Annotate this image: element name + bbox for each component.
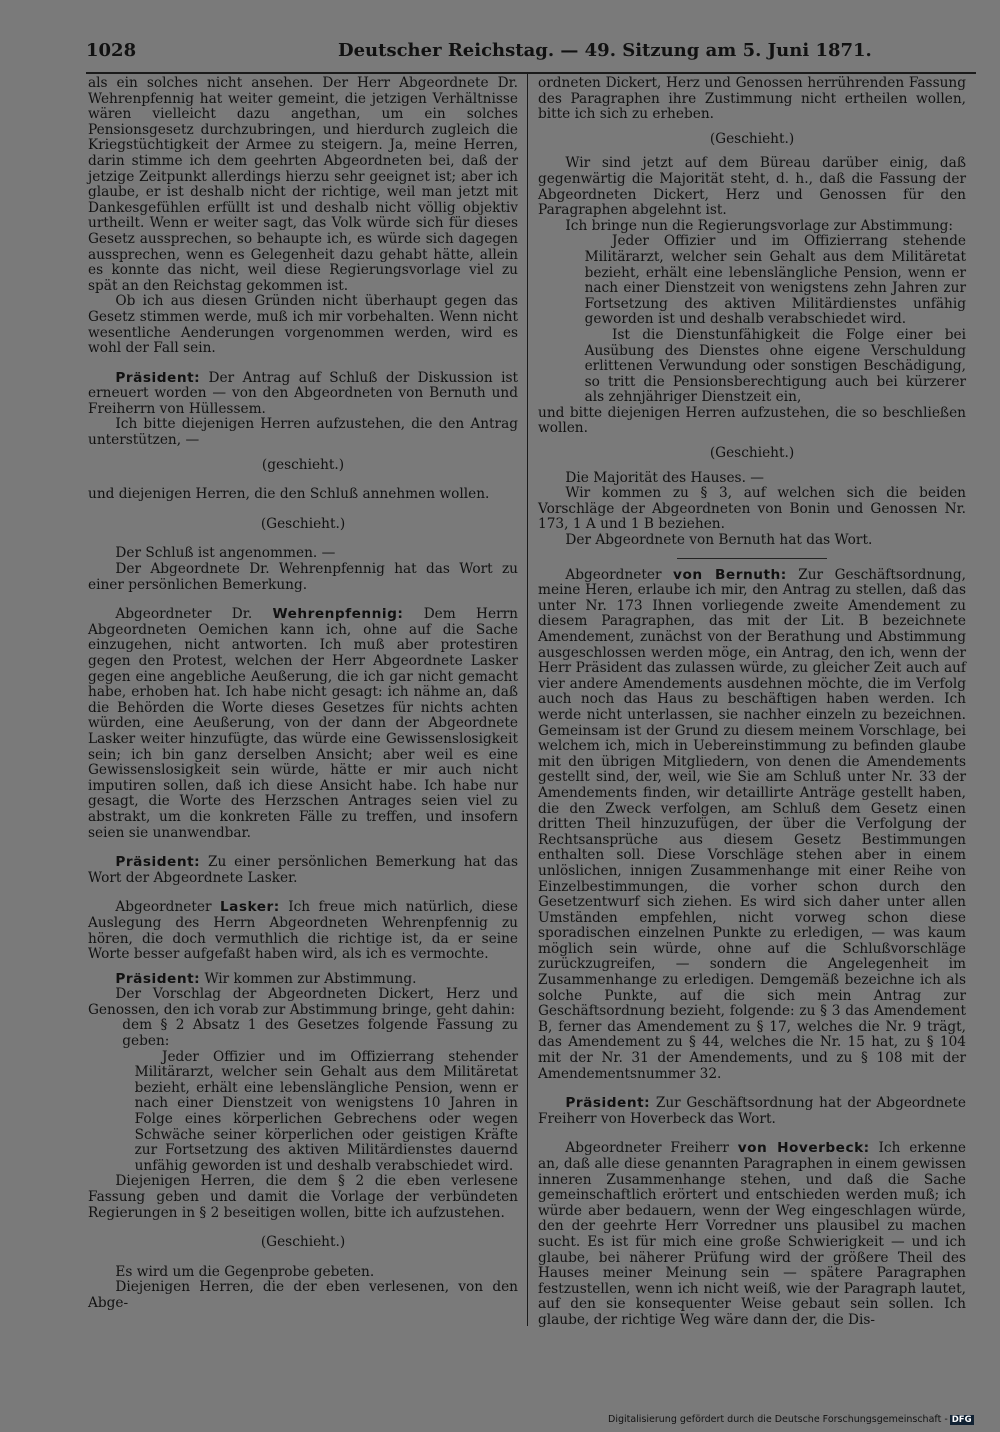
paragraph: Wir kommen zu § 3, auf welchen sich die beiden Vorschläge der Abgeordneten von Bonin und Genossen Nr. 173, 1 A und 1 B beziehen. xyxy=(538,485,966,533)
speech xyxy=(88,371,518,418)
paragraph: als ein solches nicht ansehen. Der Herr Abgeordnete Dr. Wehrenpfennig hat weiter gemeint, die jetzigen Verhältnisse wären vielleicht dazu angethan, um ein solches Pensionsgesetz durchzubringen, und hierdurch zugleich die Kriegstüchtigkeit der Armee zu steigern. Ja, meine Herren, darin stimme ich dem geehrten Abgeordneten bei, daß der jetzige Zeitpunkt allerdings hierzu sehr geeignet ist; aber ich glaube, er ist deshalb nicht der richtige, weil man jetzt mit Dankesgefühlen erfüllt ist und deshalb nicht völlig objektiv urtheilt. Wenn er weiter sagt, das Volk würde sich für dieses Gesetz aussprechen, so behaupte ich, es würde sich dagegen aussprechen, wenn es Gelegenheit dazu gehabt hätte, allein es konnte das nicht, weil diese Regierungsvorlage viel zu spät an den Reichstag gekommen ist. xyxy=(88,75,518,294)
speech-text: Ich freue mich natürlich, diese Auslegung des Herrn Abgeordneten Wehrenpfennig zu hören, die doch vermuthlich die richtige ist, da er seine Worte besser aufgefaßt haben wird, als ich es vermochte. xyxy=(88,899,518,963)
quoted-motion: dem § 2 Absatz 1 des Gesetzes folgende Fassung zu geben: xyxy=(122,1017,518,1050)
speech xyxy=(88,972,518,988)
speech xyxy=(538,1096,966,1127)
stage-direction: (Geschieht.) xyxy=(260,1234,346,1251)
paragraph: Der Abgeordnete Dr. Wehrenpfennig hat das Wort zu einer persönlichen Bemerkung. xyxy=(88,561,518,593)
quoted-text: Jeder Offizier und im Offizierrang stehende Militärarzt, welcher sein Gehalt aus dem Militäretat bezieht, erhält eine lebenslängliche Pension, wenn er nach einer Dienstzeit von wenigstens zehn Jahren zur Fortsetzung des aktiven Militärdienstes unfähig geworden ist und deshalb verabschiedet wird. xyxy=(584,233,966,328)
stage-direction: (geschieht.) xyxy=(261,456,345,473)
speaker-name: Präsident: xyxy=(115,369,201,386)
paragraph: und bitte diejenigen Herren aufzustehen, die so beschließen wollen. xyxy=(538,404,966,437)
speaker-title: Abgeordneter xyxy=(565,566,662,583)
speaker-name: von Bernuth: xyxy=(673,566,787,583)
paragraph: Ich bringe nun die Regierungsvorlage zur Abstimmung: xyxy=(565,217,954,234)
speech-text: Wir kommen zur Abstimmung. xyxy=(204,970,417,987)
paragraph: Der Schluß ist angenommen. — xyxy=(115,545,336,562)
paragraph: Diejenigen Herren, die dem § 2 die eben verlesene Fassung geben und damit die Vorlage der verbündeten Regierungen in § 2 beseitigen wollen, bitte ich aufzustehen. xyxy=(88,1173,518,1221)
paragraph: Ob ich aus diesen Gründen nicht überhaupt gegen das Gesetz stimmen werde, muß ich mir vorbehalten. Wenn nicht wesentliche Aenderungen vorgenommen werden, wird es wohl der Fall sein. xyxy=(88,293,518,357)
speech-text: Zu einer persönlichen Bemerkung hat das Wort der Abgeordnete Lasker. xyxy=(88,854,518,886)
paragraph: Die Majorität des Hauses. — xyxy=(565,469,764,486)
paragraph: ordneten Dickert, Herz und Genossen herrührenden Fassung des Paragraphen ihre Zustimmung nicht ertheilen wollen, bitte ich sich zu erheben. xyxy=(538,75,966,123)
speech-text: Zur Geschäftsordnung, meine Heren, erlaube ich mir, den Antrag zu stellen, daß das unter Nr. 173 Ihnen vorliegende zweite Amendement zu diesem Paragraphen, das mit der Lit. B bezeichnete Amendement, zunächst von der Berathung und Abstimmung ausgeschlossen werden möge, ein Antrag, den ich, wenn der Herr Präsident das zulassen würde, zu gleicher Zeit auch auf vier andere Amendements ausdehnen möchte, die im Verfolg auch noch das Haus zu beschäftigen haben werden. Ich werde nicht unterlassen, sie nachher einzeln zu bezeichnen. Gemeinsam ist der Grund zu diesem meinem Vorschlage, bei welchem ich, mich in Uebereinstimmung zu befinden glaube mit den übrigen Mitgliedern, von denen die Amendements gestellt sind, der, weil, wie Sie am Schluß unter Nr. 33 der Amendements finden, wir detaillirte Anträge gestellt haben, die den Zweck verfolgen, am Schluß dem Gesetz einen dritten Theil hinzuzufügen, der über die Verfolgung der Rechtsansprüche aus diesem Gesetz Bestimmungen enthalten soll. Diese Vorschläge stehen aber in einem unlöslichen, innigen Zusammenhange mit einer Reihe von Einzelbestimmungen, die vorher schon durch den Gesetzentwurf sich ziehen. Es wird sich daher unter allen Umständen empfehlen, nicht vorweg schon diese sporadischen einzelnen Punkte zu erledigen, — was kaum möglich sein würde, ohne auf die Schlußvorschläge zurückzugreifen, — sondern die Angelegenheit im Zusammenhange zu erledigen. Demgemäß bezeichne ich als solche Punkte, auf die sich mein Antrag zur Geschäftsordnung bezieht, folgende: zu § 3 das Amendement B, ferner das Amendement zu § 17, welches die Nr. 9 trägt, das Amendement zu § 44, welches die Nr. 15 hat, zu § 104 mit der Nr. 31 der Amendements, und zu § 108 mit der Amendementsnummer 32. xyxy=(538,566,966,1082)
footer-credit xyxy=(608,1414,974,1425)
speaker-title: Abgeordneter Freiherr xyxy=(565,1140,729,1157)
speaker-title: Abgeordneter Dr. xyxy=(115,606,253,623)
speech xyxy=(538,568,966,1083)
running-title: Deutscher Reichstag. — 49. Sitzung am 5. Juni 1871. xyxy=(338,40,872,61)
paragraph: Diejenigen Herren, die der eben verlesenen, von den Abge- xyxy=(88,1279,518,1311)
running-header xyxy=(86,40,976,66)
header-rule xyxy=(86,72,976,74)
speech xyxy=(538,1141,966,1328)
page-number: 1028 xyxy=(86,40,137,61)
speaker-name: Präsident: xyxy=(115,854,201,871)
paragraph: und diejenigen Herren, die den Schluß annehmen wollen. xyxy=(88,486,490,503)
speaker-name: Präsident: xyxy=(115,970,201,987)
right-column xyxy=(538,76,966,1329)
speaker-title: Abgeordneter xyxy=(115,899,212,916)
dfg-logo: DFG xyxy=(951,1415,972,1425)
column-divider xyxy=(527,74,528,1326)
speaker-name: Präsident: xyxy=(565,1095,651,1112)
speech xyxy=(88,900,518,962)
stage-direction: (Geschieht.) xyxy=(709,445,795,462)
paragraph: Wir sind jetzt auf dem Büreau darüber einig, daß gegenwärtig die Majorität steht, d. h., daß die Fassung der Abgeordneten Dickert, Herz und Genossen für den Paragraphen abgelehnt ist. xyxy=(538,155,966,219)
speaker-name: Wehrenpfennig: xyxy=(272,606,404,623)
speaker-name: von Hoverbeck: xyxy=(737,1140,870,1157)
paragraph: Es wird um die Gegenprobe gebeten. xyxy=(115,1263,375,1280)
speech-text: Der Antrag auf Schluß der Diskussion ist erneuert worden — von den Abgeordneten von Bernuth und Freiherrn von Hüllessem. xyxy=(88,369,518,417)
left-column xyxy=(88,76,518,1312)
speech-text: Zur Geschäftsordnung hat der Abgeordnete Freiherr von Hoverbeck das Wort. xyxy=(538,1095,966,1127)
paragraph: Der Abgeordnete von Bernuth hat das Wort. xyxy=(565,532,873,549)
paragraph: Der Vorschlag der Abgeordneten Dickert, Herz und Genossen, den ich vorab zur Abstimmung bringe, geht dahin: xyxy=(88,986,518,1018)
footer-text: Digitalisierung gefördert durch die Deutsche Forschungsgemeinschaft - xyxy=(608,1414,948,1425)
stage-direction: (Geschieht.) xyxy=(709,130,795,147)
speech xyxy=(88,855,518,886)
speech-text: Dem Herrn Abgeordneten Oemichen kann ich, ohne auf die Sache einzugehen, nicht antworten. Ich muß aber protestiren gegen den Protest, welchen der Herr Abgeordnete Lasker gegen eine angebliche Aeußerung, die ich gar nicht gemacht habe, erhoben hat. Ich habe nicht gesagt: ich nähme an, daß die Behörden die Worte dieses Gesetzes für nichts achten würden, eine Aeußerung, von der dann der Abgeordnete Lasker weiter hinzufügte, das würde eine Gewissenslosigkeit sein; ich bin ganz derselben Ansicht; aber weil es eine Gewissenslosigkeit sein würde, hätte er mir auch nicht imputiren sollen, daß ich diese Ansicht habe. Ich habe nur gesagt, die Worte des Herzschen Antrages seien viel zu abstrakt, um die konkreten Fälle zu treffen, und insofern seien sie unanwendbar. xyxy=(88,606,518,841)
speech xyxy=(88,607,518,841)
quoted-text: Jeder Offizier und im Offizierrang stehender Militärarzt, welcher sein Gehalt aus dem Militäretat bezieht, erhält eine lebenslängliche Pension, wenn er nach einer Dienstzeit von wenigstens 10 Jahren in Folge eines körperlichen Gebrechens oder wegen Schwäche seiner körperlichen oder geistigen Kräfte zur Fortsetzung des aktiven Militärdienstes dauernd unfähig geworden ist und deshalb verabschiedet wird. xyxy=(134,1048,518,1174)
paragraph: Ich bitte diejenigen Herren aufzustehen, die den Antrag unterstützen, — xyxy=(88,416,518,449)
quoted-text: Ist die Dienstunfähigkeit die Folge einer bei Ausübung des Dienstes ohne eigene Verschuldung erlittenen Verwundung oder sonstigen Beschädigung, so tritt die Pensionsberechtigung auch bei kürzerer als zehnjähriger Dienstzeit ein, xyxy=(584,326,966,406)
speaker-name: Lasker: xyxy=(219,899,280,916)
stage-direction: (Geschieht.) xyxy=(260,515,346,532)
speech-text: Ich erkenne an, daß alle diese genannten Paragraphen in einem gewissen inneren Zusammenhange stehen, und daß die Sache gemeinschaftlich erörtert und entschieden werden muß; ich würde aber bedauern, wenn der Weg eingeschlagen würde, den der geehrte Herr Vorredner uns plausibel zu machen sucht. Es ist für mich eine große Schwierigkeit — und ich glaube, bei näherer Prüfung wird der größere Theil des Hauses meiner Meinung sein — spätere Paragraphen festzustellen, wenn ich nicht weiß, wie der Paragraph lautet, auf den sie konsequenter Weise gebaut sein sollen. Ich glaube, der richtige Weg wäre dann der, die Dis- xyxy=(538,1140,967,1328)
